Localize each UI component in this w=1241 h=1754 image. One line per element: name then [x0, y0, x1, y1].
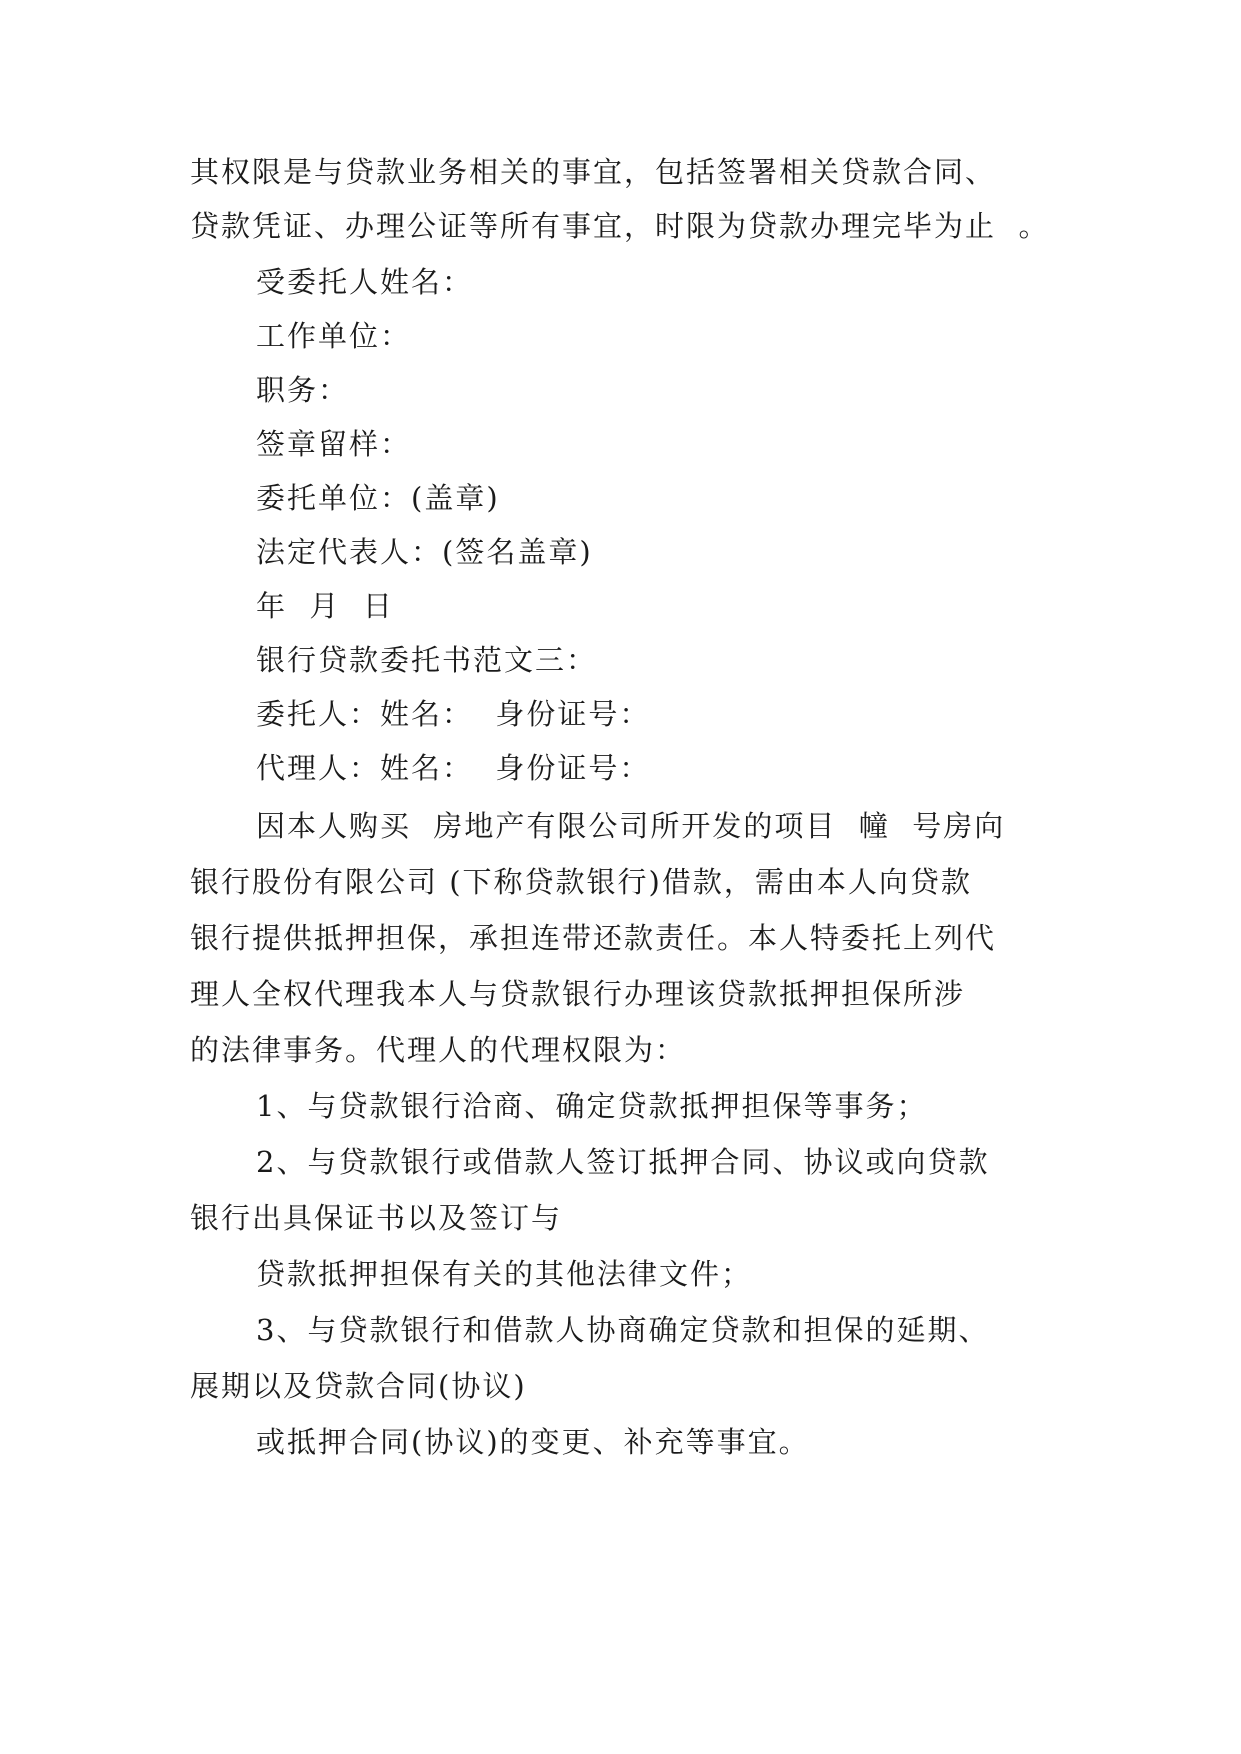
- text-line-10: 银行贷款委托书范文三：: [256, 643, 598, 677]
- text-line-21: 贷款抵押担保有关的其他法律文件；: [256, 1257, 753, 1291]
- text-line-17: 的法律事务。代理人的代理权限为：: [190, 1033, 687, 1067]
- text-line-3: 受委托人姓名：: [256, 265, 474, 299]
- text-line-15: 银行提供抵押担保，承担连带还款责任。本人特委托上列代: [190, 921, 997, 955]
- text-line-6: 签章留样：: [256, 427, 412, 461]
- text-line-23: 展期以及贷款合同(协议): [190, 1369, 527, 1403]
- text-line-1: 其权限是与贷款业务相关的事宜，包括签署相关贷款合同、: [190, 155, 997, 189]
- text-line-16: 理人全权代理我本人与贷款银行办理该贷款抵押担保所涉: [190, 977, 966, 1011]
- text-line-7: 委托单位：(盖章): [256, 481, 500, 515]
- text-line-13: 因本人购买 房地产有限公司所开发的项目 幢 号房向: [256, 809, 1006, 843]
- text-line-4: 工作单位：: [256, 319, 412, 353]
- text-line-8: 法定代表人：(签名盖章): [256, 535, 593, 569]
- text-line-2: 贷款凭证、办理公证等所有事宜，时限为贷款办理完毕为止 。: [190, 209, 1050, 243]
- text-line-20: 银行出具保证书以及签订与: [190, 1201, 563, 1235]
- text-line-19: 2、与贷款银行或借款人签订抵押合同、协议或向贷款: [256, 1145, 990, 1179]
- text-line-22: 3、与贷款银行和借款人协商确定贷款和担保的延期、: [256, 1313, 990, 1347]
- text-line-9: 年 月 日: [256, 589, 394, 623]
- text-line-18: 1、与贷款银行洽商、确定贷款抵押担保等事务；: [256, 1089, 928, 1123]
- text-line-11: 委托人：姓名： 身份证号：: [256, 697, 651, 731]
- text-line-5: 职务：: [256, 373, 350, 407]
- text-line-14: 银行股份有限公司 (下称贷款银行)借款，需由本人向贷款: [190, 865, 972, 899]
- text-line-12: 代理人：姓名： 身份证号：: [256, 751, 651, 785]
- text-line-24: 或抵押合同(协议)的变更、补充等事宜。: [256, 1425, 810, 1459]
